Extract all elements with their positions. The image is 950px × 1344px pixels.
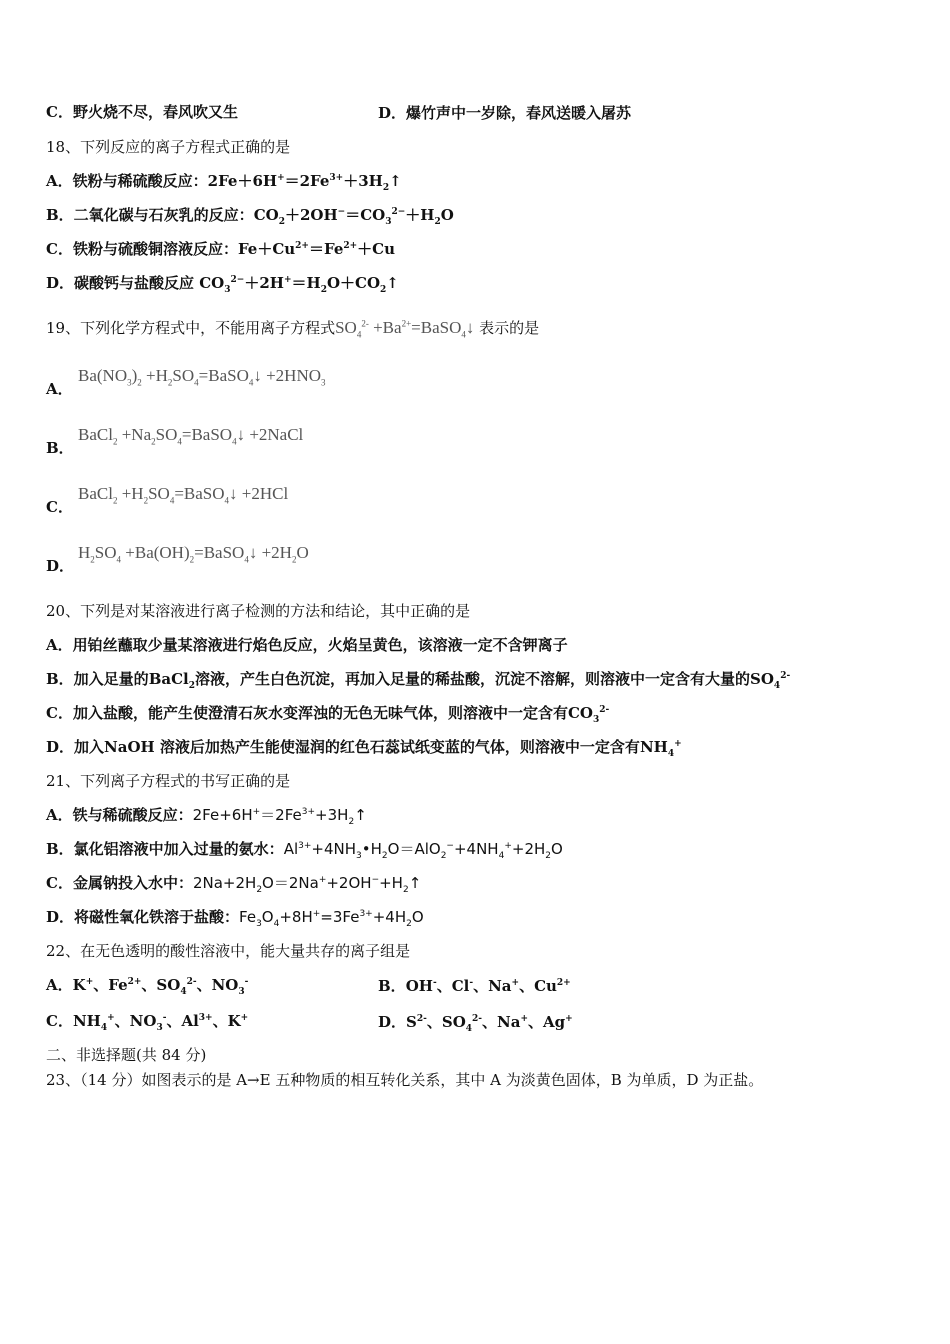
q19-label-b: B．	[46, 439, 74, 457]
q22-option-c: C．$NH_4^+$、$NO_3^-$、$Al^{3+}$、K+	[46, 1012, 249, 1033]
q19-label-d: D．	[46, 557, 75, 575]
q21-option-d: D．将磁性氧化铁溶于盐酸：$Fe_3O_4+8H^+=3Fe^{3+}+4H_2O$	[46, 908, 424, 929]
q19-equation-a: $Ba(NO_3)_2$ $+H_2SO_4=BaSO_4↓ +2HNO_3$	[78, 366, 326, 388]
q22-option-d: D．$S^{2-}$、$SO_4^{2-}$、Na+、Ag+	[378, 1013, 573, 1034]
q22-stem: 22、在无色透明的酸性溶液中，能大量共存的离子组是	[46, 942, 411, 960]
q20-stem: 20、下列是对某溶液进行离子检测的方法和结论，其中正确的是	[46, 602, 471, 620]
q21-option-a: A．铁与稀硫酸反应：$2Fe+6H^+=2Fe^{3+}+3H_2↑$	[46, 806, 367, 827]
q17-option-d: D．爆竹声中一岁除，春风送暖入屠苏	[378, 104, 632, 122]
q20-option-b: B．加入足量的BaCl$_2$溶液，产生白色沉淀，再加入足量的稀盐酸，沉淀不溶解，则溶液中一定含有大量的$SO_4^{2-}$	[46, 670, 791, 691]
q19-stem: 19、下列化学方程式中，不能用离子方程式$SO_4^{2-}$ $+Ba^{2+}=BaSO_4↓$ 表示的是	[46, 318, 540, 340]
q20-option-a: A．用铂丝蘸取少量某溶液进行焰色反应，火焰呈黄色，该溶液一定不含钾离子	[46, 636, 568, 654]
q20-option-c: C．加入盐酸，能产生使澄清石灰水变浑浊的无色无味气体，则溶液中一定含有$CO_3^{2-}$	[46, 704, 610, 725]
q18-stem: 18、下列反应的离子方程式正确的是	[46, 138, 291, 156]
q22-option-b: B．OH-、Cl-、Na+、$Cu^{2+}$	[378, 977, 571, 995]
q19-label-a: A．	[46, 380, 73, 398]
q21-option-b: B．氯化铝溶液中加入过量的氨水：$Al^{3+}+4NH_3•H_2O=AlO_2^-+4NH_4^++2H_2O$	[46, 840, 563, 861]
q21-option-c: C．金属钠投入水中：$2Na+2H_2O=2Na^++2OH^-+H_2↑$	[46, 874, 422, 895]
q18-option-a: A．铁粉与稀硫酸反应：$2Fe+6H^+=2Fe^{3+}+3H_2↑$	[46, 172, 402, 193]
q21-stem: 21、下列离子方程式的书写正确的是	[46, 772, 291, 790]
q18-option-d: D．碳酸钙与盐酸反应 $CO_3^{2-}+2H^+=H_2O+CO_2↑$	[46, 274, 399, 295]
q19-equation-b: BaCl$_2$ $+Na_2SO_4=BaSO_4↓$ +2NaCl	[78, 425, 304, 447]
q19-equation-c: BaCl$_2$ $+H_2SO_4=BaSO_4↓ +2HCl$	[78, 484, 289, 506]
q18-option-c: C．铁粉与硫酸铜溶液反应：$Fe+Cu^{2+}=Fe^{2+}+Cu$	[46, 240, 396, 258]
q19-equation-d: $H_2SO_4$ $+Ba(OH)_2=BaSO_4↓ +2H_2O$	[78, 543, 309, 565]
q17-option-c: C．野火烧不尽，春风吹又生	[46, 103, 238, 121]
q19-label-c: C．	[46, 498, 73, 516]
q22-option-a: A．K+、$Fe^{2+}$、$SO_4^{2-}$、$NO_3^-$	[46, 976, 249, 997]
q20-option-d: D．加入NaOH 溶液后加热产生能使湿润的红色石蕊试纸变蓝的气体，则溶液中一定含有$NH_4^+$	[46, 738, 682, 759]
q23-stem: 23、（14 分）如图表示的是 A→E 五种物质的相互转化关系，其中 A 为淡黄色固体，B 为单质，D 为正盐。	[46, 1071, 764, 1089]
section-2-title: 二、非选择题(共 84 分)	[46, 1046, 207, 1064]
q18-option-b: B．二氧化碳与石灰乳的反应：$CO_2+2OH^-=CO_3^{2-}+H_2O$	[46, 206, 454, 227]
q19-ionic-equation: $SO_4^{2-}$ $+Ba^{2+}=BaSO_4↓$	[335, 318, 475, 340]
